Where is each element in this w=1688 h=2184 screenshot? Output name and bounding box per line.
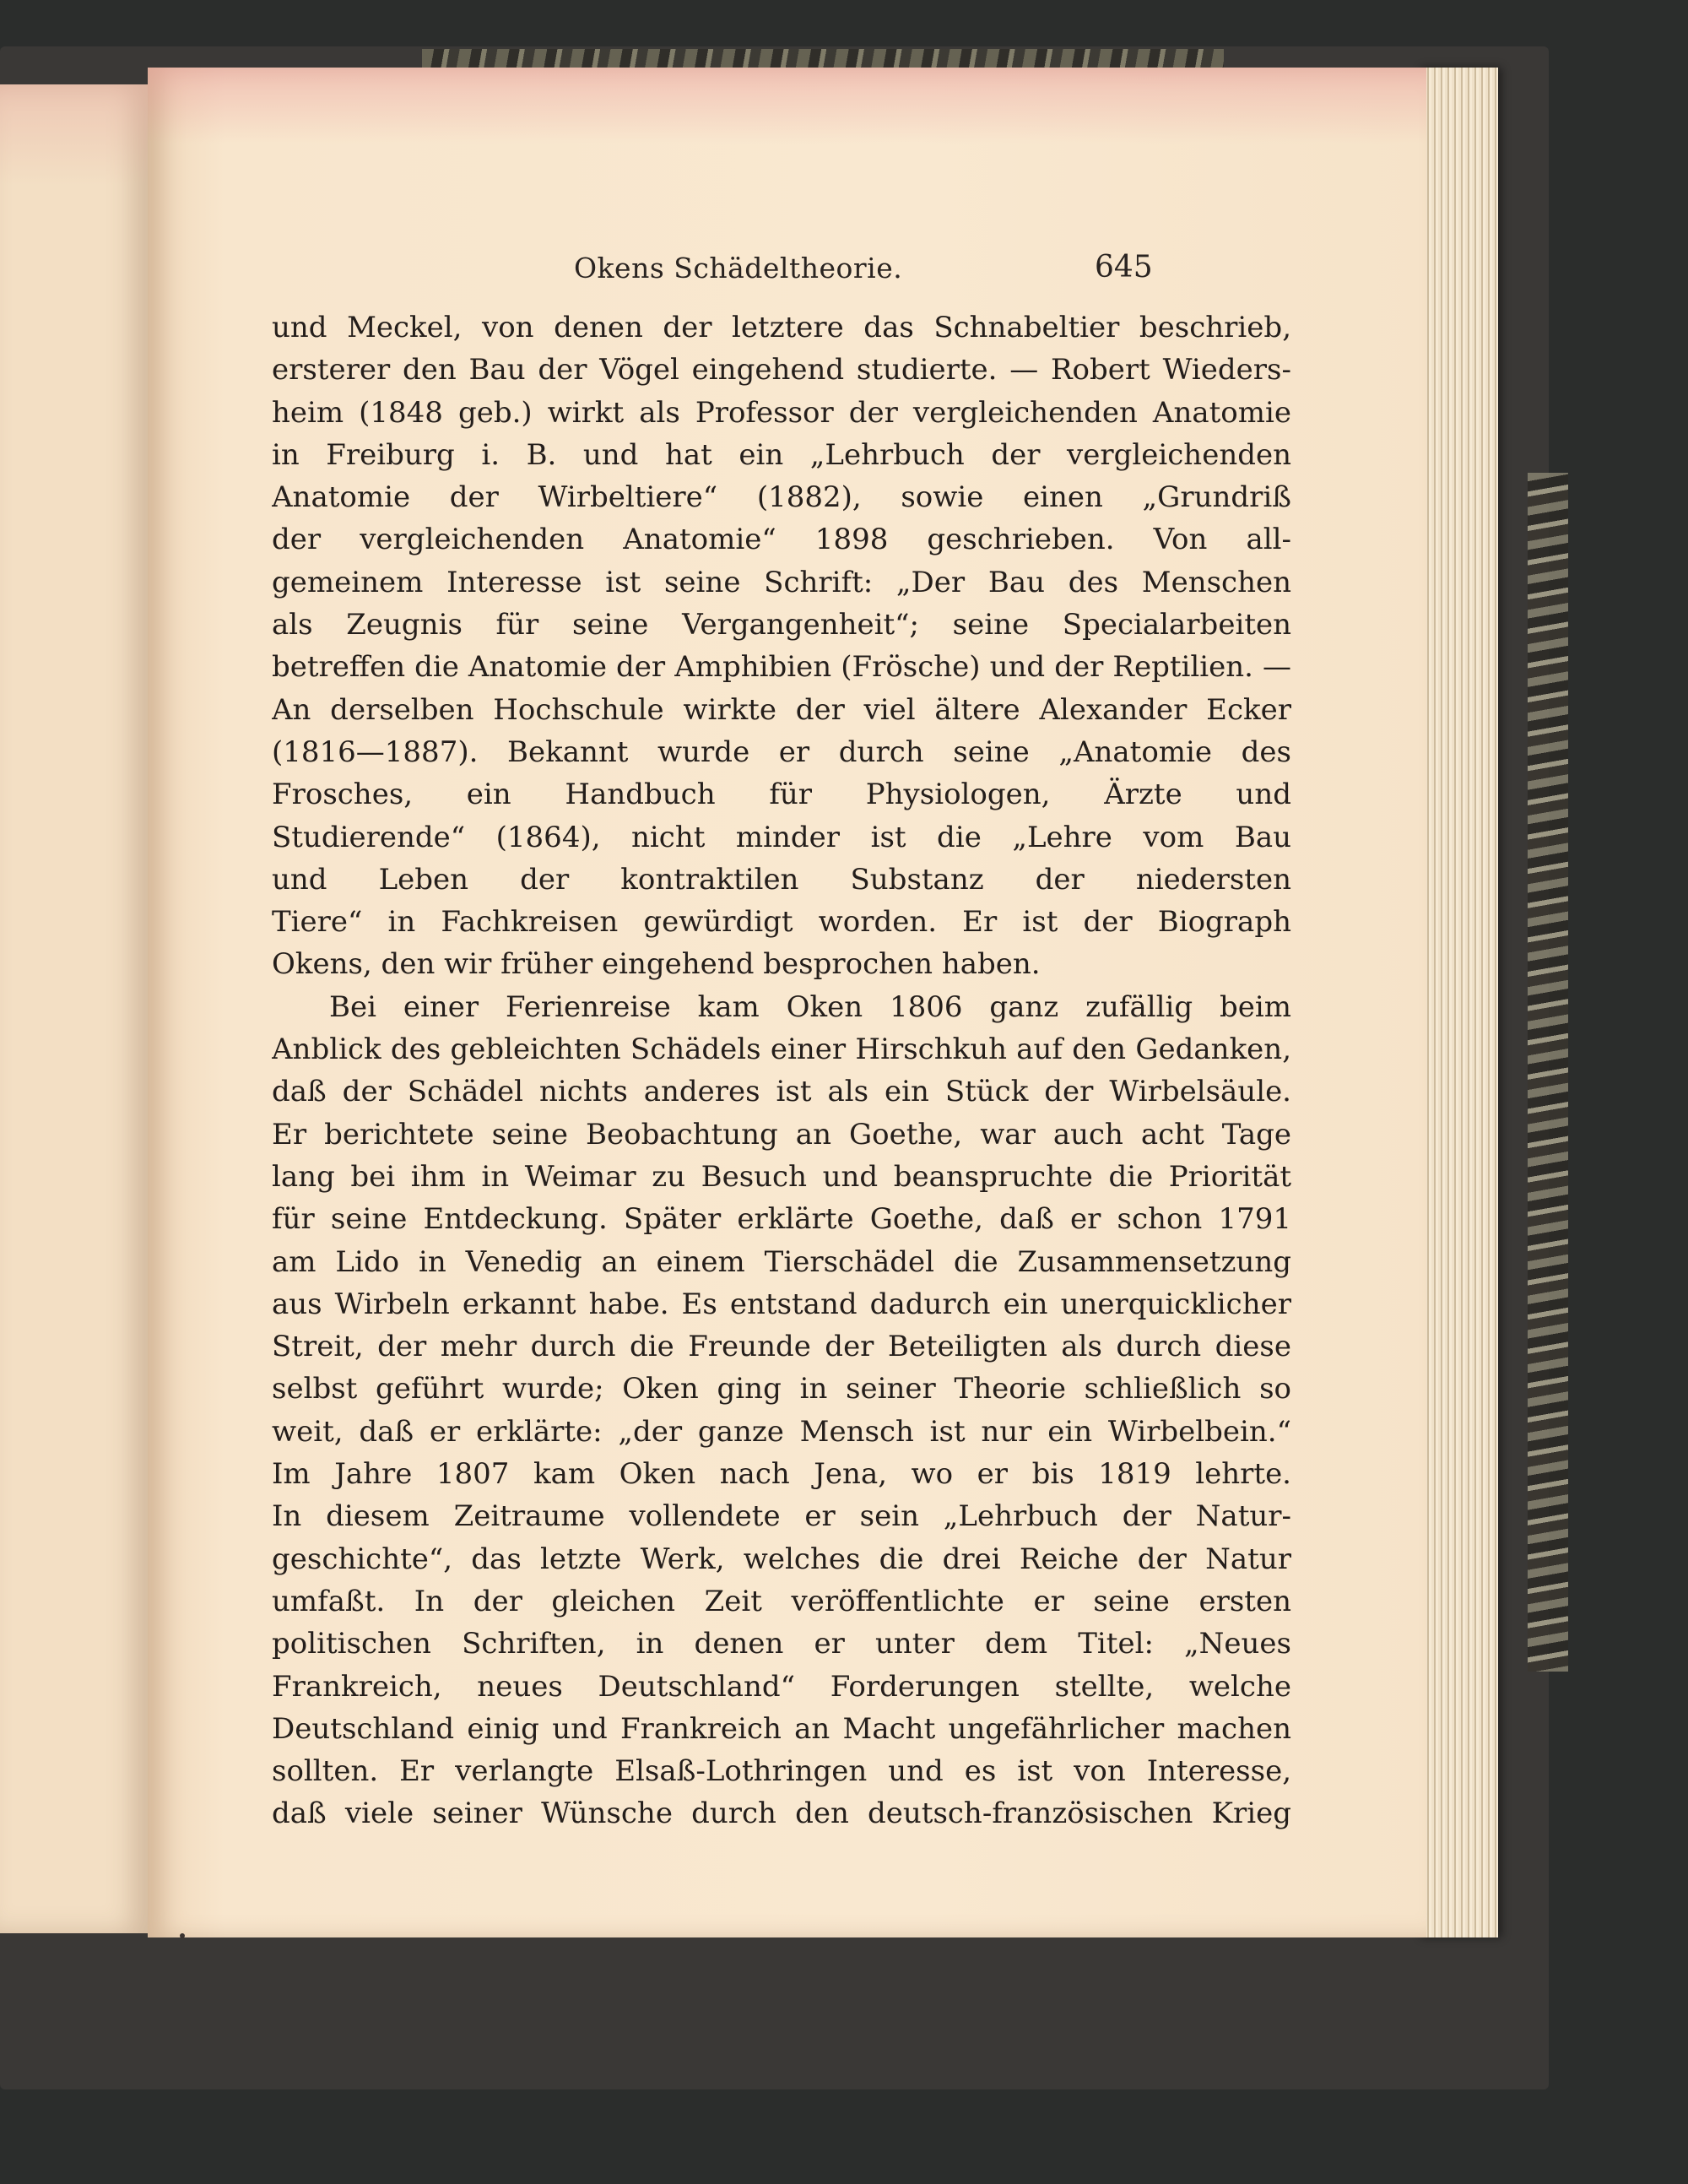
text-line: Studierende“ (1864), nicht minder ist die „Lehre vom Bau <box>272 820 1291 854</box>
text-line: lang bei ihm in Weimar zu Besuch und beanspruchte die Priorität <box>272 1159 1291 1194</box>
text-line: Deutschland einig und Frankreich an Macht ungefährlicher machen <box>272 1711 1291 1746</box>
text-line: in Freiburg i. B. und hat ein „Lehrbuch der vergleichenden <box>272 437 1291 472</box>
page-top-stain <box>148 68 1426 144</box>
text-line: Frosches, ein Handbuch für Physiologen, Ärzte und <box>272 778 1291 812</box>
body-text <box>272 306 1291 1835</box>
text-line: weit, daß er erklärte: „der ganze Mensch ist nur ein Wirbelbein.“ <box>272 1414 1291 1449</box>
text-line: Tiere“ in Fachkreisen gewürdigt worden. Er ist der Biograph <box>272 905 1291 940</box>
text-line: Er berichtete seine Beobachtung an Goethe, war auch acht Tage <box>272 1117 1291 1152</box>
ink-speck <box>180 1933 185 1938</box>
marbled-cover-edge-right <box>1528 473 1568 1672</box>
text-line: politischen Schriften, in denen er unter dem Titel: „Neues <box>272 1627 1291 1661</box>
text-line: und Meckel, von denen der letztere das Schnabeltier beschrieb, <box>272 311 1291 344</box>
text-line: gemeinem Interesse ist seine Schrift: „Der Bau des Menschen <box>272 565 1291 599</box>
text-line: sollten. Er verlangte Elsaß-Lothringen und es ist von Interesse, <box>272 1754 1291 1789</box>
text-line: Im Jahre 1807 kam Oken nach Jena, wo er bis 1819 lehrte. <box>272 1457 1291 1492</box>
text-line: betreffen die Anatomie der Amphibien (Frösche) und der Reptilien. — <box>272 650 1291 685</box>
text-line: Streit, der mehr durch die Freunde der Beteiligten als durch diese <box>272 1330 1291 1364</box>
running-title: Okens Schädeltheorie. <box>574 252 903 285</box>
text-line: für seine Entdeckung. Später erklärte Goethe, daß er schon 1791 <box>272 1202 1291 1237</box>
text-line: Bei einer Ferienreise kam Oken 1806 ganz zufällig beim <box>329 989 1291 1024</box>
text-line: und Leben der kontraktilen Substanz der niedersten <box>272 862 1291 897</box>
page-block-edges <box>1418 68 1498 1937</box>
page-number: 645 <box>1095 250 1153 285</box>
text-line: umfaßt. In der gleichen Zeit veröffentlichte er seine ersten <box>272 1584 1291 1618</box>
text-line: am Lido in Venedig an einem Tierschädel die Zusammensetzung <box>272 1244 1291 1279</box>
text-line: ersterer den Bau der Vögel eingehend studierte. — Robert Wieders- <box>272 353 1291 387</box>
text-line: der vergleichenden Anatomie“ 1898 geschrieben. Von all- <box>272 523 1291 557</box>
text-line: daß der Schädel nichts anderes ist als ein Stück der Wirbelsäule. <box>272 1075 1291 1109</box>
text-line: Frankreich, neues Deutschland“ Forderungen stellte, welche <box>272 1669 1291 1704</box>
text-line: heim (1848 geb.) wirkt als Professor der vergleichenden Anatomie <box>272 395 1291 430</box>
text-line: (1816—1887). Bekannt wurde er durch seine „Anatomie des <box>272 734 1291 769</box>
left-page-fragment <box>0 84 148 1933</box>
text-line: Anblick des gebleichten Schädels einer Hirschkuh auf den Gedanken, <box>272 1032 1291 1067</box>
text-line: geschichte“, das letzte Werk, welches die drei Reiche der Natur <box>272 1542 1291 1576</box>
text-line: In diesem Zeitraume vollendete er sein „Lehrbuch der Natur- <box>272 1499 1291 1534</box>
text-line: Okens, den wir früher eingehend besprochen haben. <box>272 947 1041 982</box>
running-head <box>148 252 1426 294</box>
book-page <box>148 68 1426 1937</box>
left-page-top-stain <box>0 84 148 186</box>
text-line: daß viele seiner Wünsche durch den deutsch-französischen Krieg <box>272 1797 1291 1831</box>
text-line: als Zeugnis für seine Vergangenheit“; seine Specialarbeiten <box>272 608 1291 642</box>
text-line: Anatomie der Wirbeltiere“ (1882), sowie einen „Grundriß <box>272 480 1291 515</box>
text-line: selbst geführt wurde; Oken ging in seiner Theorie schließlich so <box>272 1372 1291 1406</box>
text-line: An derselben Hochschule wirkte der viel ältere Alexander Ecker <box>272 692 1291 727</box>
text-line: aus Wirbeln erkannt habe. Es entstand dadurch ein unerquicklicher <box>272 1287 1291 1321</box>
